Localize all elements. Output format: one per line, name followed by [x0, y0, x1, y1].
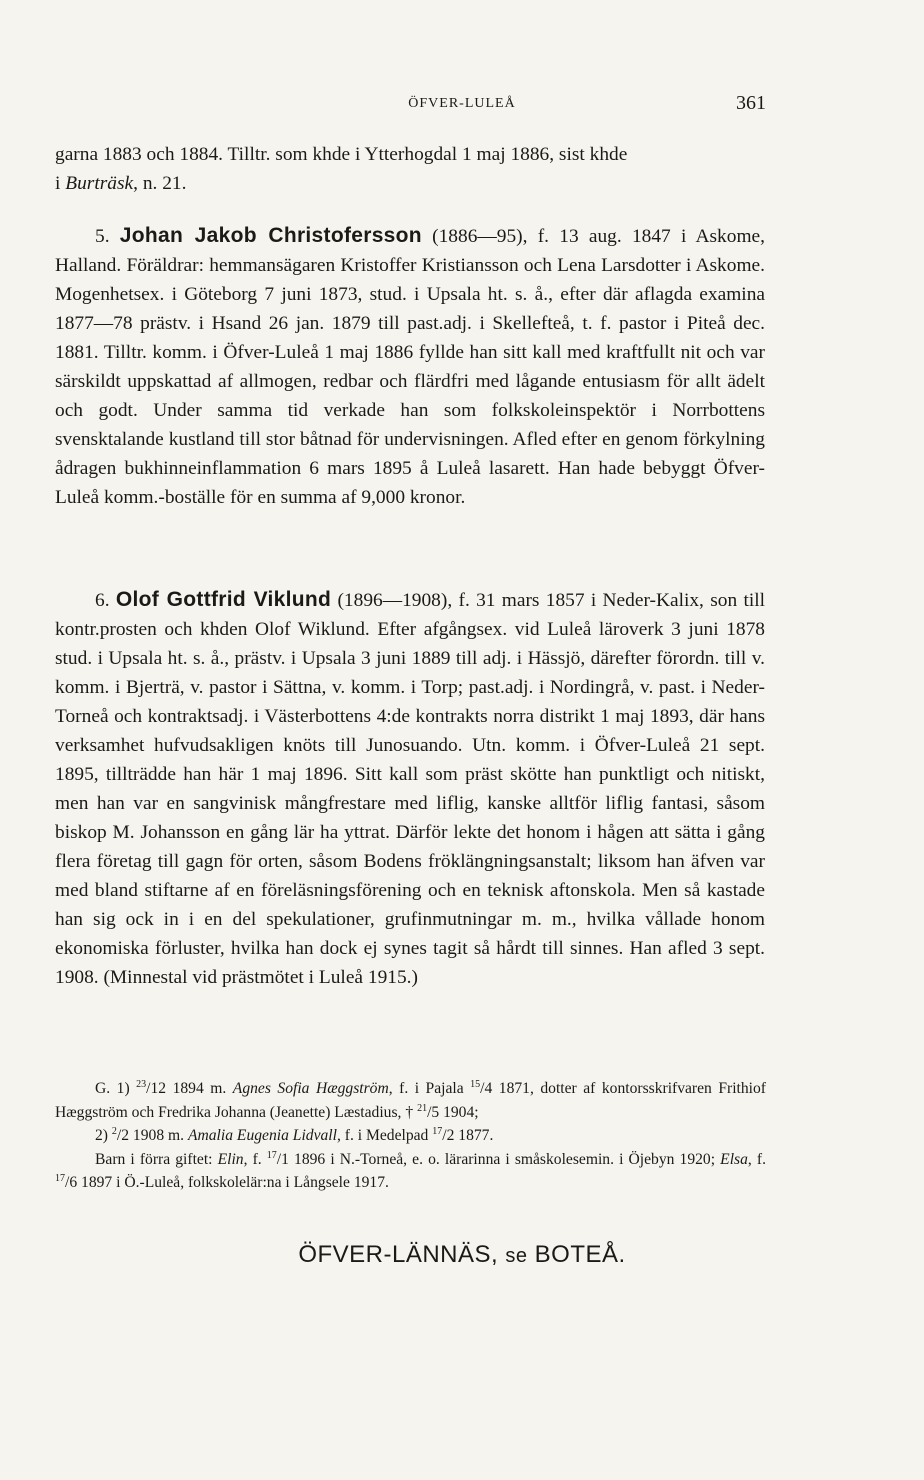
entry-6-text: (1896—1908), f. 31 mars 1857 i Neder-Kalix, son till kontr.prosten och khden Olof Wiklund. Efter afgångsex. vid Luleå läroverk 3 juni 1878 stud. i Upsala ht. s. å., prästv. i Upsala 3 juni 1889 till adj. i Hässjö, därefter förordn. till v. komm. i Bjerträ, v. pastor i Sättna, v. komm. i Torp; past.adj. i Nordingrå, v. past. i Neder-Torneå och kontraktsadj. i Västerbottens 4:de kontrakts norra distrikt 1 maj 1893, där hans verksamhet hufvudsakligen knöts till Junosuando. Utn. komm. i Öfver-Luleå 21 sept. 1895, tillträdde han här 1 maj 1896. Sitt kall som präst skötte han punktligt och nitiskt, men han var en sangvinisk mångfrestare med liflig, kanske alltför liflig fantasi, såsom biskop M. Johansson en gång lär ha yttrat. Därför lekte det honom i hågen att sätta i gång flera företag till gagn för orten, såsom Bodens fröklängningsanstalt; liksom han äfven var med bland stiftarne af en föreläsningsförening och en teknisk aftonskola. Men så kastade han sig ock in i en del spekulationer, grufinmutningar m. m., hvilka vållade honom ekonomiska förluster, hvilka han dock ej synes tagit så hårdt till sinnes. Han afled 3 sept. 1908. (Minnestal vid prästmötet i Luleå 1915.) [55, 590, 765, 988]
entry-5 [55, 221, 765, 512]
wife-1-name: Agnes Sofia Hæggström [232, 1080, 389, 1097]
entry-6-name: Olof Gottfrid Viklund [115, 588, 332, 611]
continuation-paragraph [55, 140, 765, 198]
marriage-2: 2) $^2$/2 1908 m. Amalia Eugenia Lidvall, f. i Medelpad $^{17}$/2 1877. [95, 1126, 494, 1144]
child-2-name: Elsa [720, 1150, 748, 1168]
entry-6-paragraph [55, 585, 765, 992]
cross-ref-to: BOTEÅ. [534, 1241, 626, 1268]
wife-2-name: Amalia Eugenia Lidvall [187, 1127, 337, 1144]
family-notes [55, 1077, 766, 1195]
running-title: ÖFVER-LULEÅ [408, 96, 516, 111]
entry-5-paragraph [55, 221, 765, 512]
continuation-line-2: i Burträsk, n. 21. [55, 173, 187, 194]
cross-reference [0, 1241, 924, 1269]
entry-5-name: Johan Jakob Christofersson [119, 224, 422, 247]
page-number: 361 [736, 92, 766, 114]
cross-ref-from: ÖFVER-LÄNNÄS, [298, 1241, 499, 1268]
children: Barn i förra giftet: Elin, f. $^{17}$/1 1896 i N.-Torneå, e. o. lärarinna i småskolesemin. i Öjebyn 1920; Elsa, f. $^{17}$/6 1897 i Ö.-Luleå, folkskolelär:na i Långsele 1917. [55, 1149, 766, 1191]
entry-6-number: 6. [95, 590, 110, 611]
place-name: Burträsk [65, 173, 134, 194]
cross-ref-se: se [505, 1245, 528, 1267]
entry-5-number: 5. [95, 226, 110, 247]
marriage-1: G. 1) $^{23}$/12 1894 m. Agnes Sofia Hæggström, f. i Pajala $^{15}$/4 1871, dotter af kontorsskrifvaren Frithiof Hæggström och Fredrika Johanna (Jeanette) Læstadius, † $^{21}$/5 1904; [55, 1079, 766, 1121]
continuation-line-1: garna 1883 och 1884. Tilltr. som khde i Ytterhogdal 1 maj 1886, sist khde [55, 144, 628, 165]
child-1-name: Elin [217, 1150, 244, 1168]
entry-5-text: (1886—95), f. 13 aug. 1847 i Askome, Halland. Föräldrar: hemmansägaren Kristoffer Kristiansson och Lena Larsdotter i Askome. Mogenhetsex. i Göteborg 7 juni 1873, stud. i Upsala ht. s. å., efter där aflagda examina 1877—78 prästv. i Hsand 26 jan. 1879 till past.adj. i Skellefteå, t. f. pastor i Piteå dec. 1881. Tilltr. komm. i Öfver-Luleå 1 maj 1886 fyllde han sitt kall med kraftfullt nit och var särskildt uppskattad af allmogen, redbar och flärdfri med lågande entusiasm för allt ädelt och godt. Under samma tid verkade han som folkskoleinspektör i Norrbottens svensktalande kustland till stor båtnad för undervisningen. Afled efter en genom förkylning ådragen bukhinneinflammation 6 mars 1895 å Luleå lasarett. Han hade bebyggt Öfver-Luleå komm.-boställe för en summa af 9,000 kronor. [55, 226, 765, 508]
entry-6 [55, 585, 765, 992]
